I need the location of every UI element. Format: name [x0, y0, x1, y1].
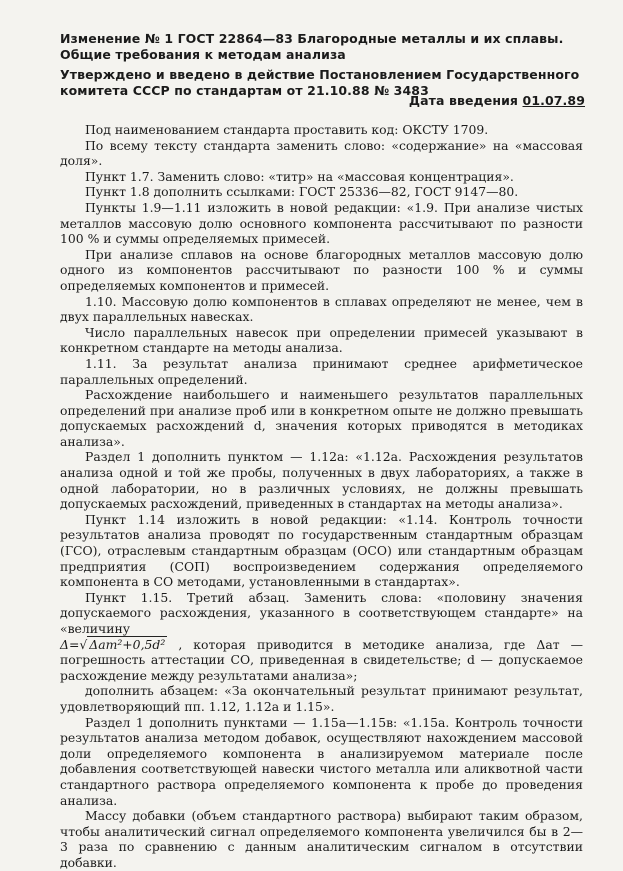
paragraph: Число параллельных навесок при определении примесей указывают в конкретном стандарте на методы анализа.: [60, 324, 583, 356]
paragraph: Пункт 1.14 изложить в новой редакции: «1.14. Контроль точности результатов анализа проводят по государственным стандартным образцам (ГСО), отраслевым стандартным образцам (ОСО) или стандартным образцам предприятия (СОП) воспроизведением содержания определяемого компонента в СО методами, установленными в стандартах».: [60, 511, 583, 590]
paragraph: Пункты 1.9—1.11 изложить в новой редакции: «1.9. При анализе чистых металлов массовую долю основного компонента рассчитывают по разности 100 % и суммы определяемых примесей.: [60, 199, 583, 247]
effective-date-value: 01.07.89: [522, 93, 585, 108]
paragraph: Пункт 1.15. Третий абзац. Заменить слова: «половину значения допускаемого расхождения, указанного в соответствующем стандарте» на «величину: [60, 589, 583, 636]
paragraph: Массу добавки (объем стандартного раствора) выбирают таким образом, чтобы аналитический сигнал определяемого компонента увеличился бы в 2—3 раза по сравнению с данным аналитическим сигналом в отсутствии добавки.: [60, 808, 583, 870]
paragraph: Пункт 1.7. Заменить слово: «титр» на «массовая концентрация».: [85, 168, 514, 184]
amendment-title: Изменение № 1 ГОСТ 22864—83 Благородные металлы и их сплавы. Общие требования к методам анализа: [60, 31, 564, 62]
paragraph: 1.11. За результат анализа принимают среднее арифметическое параллельных определений.: [60, 355, 583, 387]
document-body: [60, 122, 583, 871]
paragraph: дополнить абзацем: «За окончательный результат принимают результат, удовлетворяющий пп. 1.12, 1.12а и 1.15».: [60, 683, 583, 714]
paragraph: Пункт 1.8 дополнить ссылками: ГОСТ 25336—82, ГОСТ 9147—80.: [85, 184, 519, 200]
paragraph: Раздел 1 дополнить пунктом — 1.12а: «1.12а. Расхождения результатов анализа одной и той же пробы, полученных в двух лабораториях, а также в одной лаборатории, но в различных условиях, не должны превышать допускаемых расхождений, приведенных в стандартах на методы анализа».: [60, 449, 583, 512]
formula-lhs: Δ=: [60, 636, 80, 652]
effective-date: [400, 93, 585, 109]
formula-text: , которая приводится в методике анализа, где Δат — погрешность аттестации СО, приведенная в свидетельстве; d — допускаемое расхождение между результатами анализа»;: [60, 636, 583, 683]
paragraph: 1.10. Массовую долю компонентов в сплавах определяют не менее, чем в двух параллельных навесках.: [60, 293, 583, 325]
formula-radicand: Δат²+0,5d²: [89, 636, 166, 652]
formula-paragraph: [60, 637, 583, 684]
paragraph: При анализе сплавов на основе благородных металлов массовую долю одного из компонентов рассчитывают по разности 100 % и суммы определяемых компонентов и примесей.: [60, 246, 583, 293]
paragraph: Раздел 1 дополнить пунктами — 1.15а—1.15в: «1.15а. Контроль точности результатов анализа методом добавок, осуществляют нахождением массовой доли определяемого компонента в анализируемом материале после добавления соответствующей навески чистого металла или аликвотной части стандартного раствора определяемого компонента к пробе до проведения анализа.: [60, 714, 583, 808]
paragraph: Под наименованием стандарта проставить код: ОКСТУ 1709.: [85, 122, 489, 137]
paragraph: По всему тексту стандарта заменить слово: «содержание» на «массовая доля».: [60, 137, 583, 169]
effective-date-label: Дата введения: [408, 93, 519, 108]
paragraph: Расхождение наибольшего и наименьшего результатов параллельных определений при анализе проб или в конкретном опыте не должно превышать допускаемых расхождений d, значения которых приводятся в методиках анализа».: [60, 387, 583, 449]
approval-statement: Утверждено и введено в действие Постановлением Государственного комитета СССР по стандартам от 21.10.88 № 3483: [60, 67, 580, 98]
sqrt-sign: √: [79, 636, 88, 652]
